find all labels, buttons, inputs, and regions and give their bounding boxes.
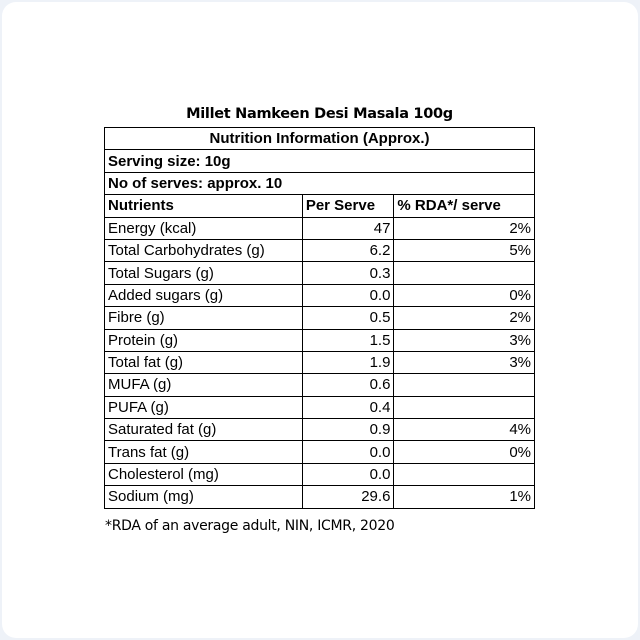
nutrient-name: Sodium (mg) (105, 486, 303, 508)
rda-value: 0% (394, 284, 535, 306)
per-serve-value: 0.0 (302, 284, 394, 306)
heading-row (105, 128, 535, 150)
serving-size: Serving size: 10g (105, 150, 535, 172)
column-header-row (105, 195, 535, 217)
table-row (105, 239, 535, 261)
table-row (105, 463, 535, 485)
table-row (105, 419, 535, 441)
per-serve-value: 0.3 (302, 262, 394, 284)
nutrient-name: Trans fat (g) (105, 441, 303, 463)
serving-size-row (105, 150, 535, 172)
rda-value (394, 396, 535, 418)
per-serve-value: 0.9 (302, 419, 394, 441)
nutrient-name: Total fat (g) (105, 351, 303, 373)
nutrient-name: Added sugars (g) (105, 284, 303, 306)
footnote: *RDA of an average adult, NIN, ICMR, 2020 (105, 518, 395, 534)
table-row (105, 329, 535, 351)
nutrient-name: Total Sugars (g) (105, 262, 303, 284)
table-row (105, 396, 535, 418)
table-row (105, 307, 535, 329)
nutrient-name: Total Carbohydrates (g) (105, 239, 303, 261)
per-serve-value: 0.0 (302, 441, 394, 463)
column-header-rda: % RDA*/ serve (394, 195, 535, 217)
table-row (105, 351, 535, 373)
nutrient-name: Energy (kcal) (105, 217, 303, 239)
per-serve-value: 47 (302, 217, 394, 239)
column-header-nutrients: Nutrients (105, 195, 303, 217)
rda-value (394, 262, 535, 284)
rda-value: 2% (394, 217, 535, 239)
per-serve-value: 0.6 (302, 374, 394, 396)
table-row (105, 262, 535, 284)
rda-value: 3% (394, 329, 535, 351)
per-serve-value: 0.0 (302, 463, 394, 485)
per-serve-value: 6.2 (302, 239, 394, 261)
nutrient-name: Fibre (g) (105, 307, 303, 329)
nutrient-name: PUFA (g) (105, 396, 303, 418)
serves-row (105, 172, 535, 194)
rda-value: 1% (394, 486, 535, 508)
table-row (105, 217, 535, 239)
label-card (2, 2, 638, 638)
per-serve-value: 0.4 (302, 396, 394, 418)
nutrient-name: Saturated fat (g) (105, 419, 303, 441)
per-serve-value: 1.5 (302, 329, 394, 351)
nutrient-name: Protein (g) (105, 329, 303, 351)
per-serve-value: 1.9 (302, 351, 394, 373)
rda-value: 5% (394, 239, 535, 261)
table-row (105, 284, 535, 306)
per-serve-value: 29.6 (302, 486, 394, 508)
serves-count: No of serves: approx. 10 (105, 172, 535, 194)
column-header-per-serve: Per Serve (302, 195, 394, 217)
rda-value: 3% (394, 351, 535, 373)
nutrient-name: MUFA (g) (105, 374, 303, 396)
product-title: Millet Namkeen Desi Masala 100g (186, 106, 453, 122)
table-heading: Nutrition Information (Approx.) (105, 128, 535, 150)
table-row (105, 441, 535, 463)
rda-value: 4% (394, 419, 535, 441)
rda-value (394, 463, 535, 485)
rda-value: 0% (394, 441, 535, 463)
nutrition-table (104, 127, 535, 509)
table-row (105, 374, 535, 396)
nutrient-name: Cholesterol (mg) (105, 463, 303, 485)
per-serve-value: 0.5 (302, 307, 394, 329)
table-row (105, 486, 535, 508)
rda-value (394, 374, 535, 396)
rda-value: 2% (394, 307, 535, 329)
